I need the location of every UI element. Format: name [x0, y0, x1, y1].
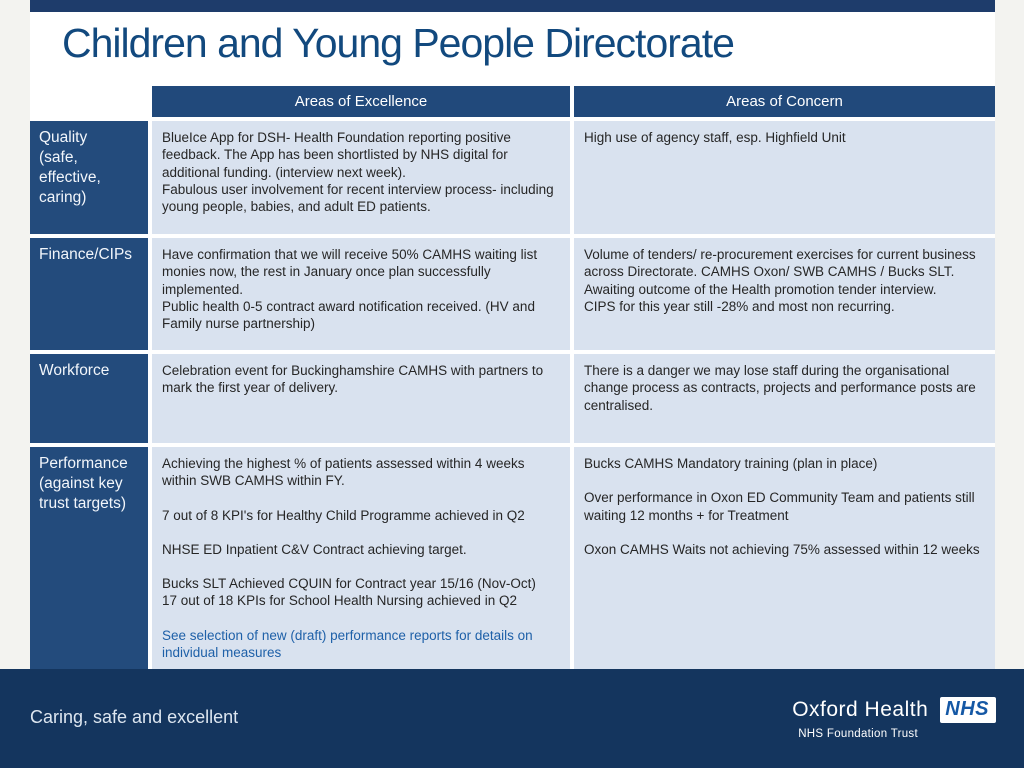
cell-paragraph: Have confirmation that we will receive 50% CAMHS waiting list monies now, the rest in January once plan successfully implemented. — [162, 247, 538, 297]
summary-table — [30, 86, 995, 679]
page-title: Children and Young People Directorate — [62, 20, 734, 66]
footer-brand — [792, 697, 996, 740]
cell-finance-excellence — [152, 238, 570, 350]
row-label-line: Workforce — [39, 362, 110, 379]
cell-paragraph: 7 out of 8 KPI's for Healthy Child Programme achieved in Q2 — [162, 507, 525, 523]
row-label-line: Quality — [39, 129, 88, 146]
brand-row — [792, 697, 996, 723]
cell-workforce-concern — [574, 354, 995, 443]
cell-paragraph: Oxon CAMHS Waits not achieving 75% assessed within 12 weeks — [584, 541, 980, 557]
cell-workforce-excellence — [152, 354, 570, 443]
cell-paragraph: High use of agency staff, esp. Highfield Unit — [584, 130, 846, 145]
cell-paragraph: Public health 0-5 contract award notification received. (HV and Family nurse partnership) — [162, 298, 535, 332]
header-spacer — [30, 86, 148, 117]
cell-paragraph: Fabulous user involvement for recent interview process- including young people, babies, and adult ED patients. — [162, 181, 554, 215]
cell-paragraph: There is a danger we may lose staff during the organisational change process as contracts, projects and performance posts are centralised. — [584, 363, 976, 413]
org-subtitle: NHS Foundation Trust — [798, 728, 918, 740]
row-label-line: (against key — [39, 475, 123, 493]
column-header-concern: Areas of Concern — [574, 86, 995, 117]
cell-paragraph: 17 out of 18 KPIs for School Health Nursing achieved in Q2 — [162, 593, 517, 609]
row-label-workforce — [30, 354, 148, 443]
cell-paragraph: Awaiting outcome of the Health promotion tender interview. — [584, 281, 937, 297]
row-label-performance — [30, 447, 148, 679]
footer-tagline: Caring, safe and excellent — [30, 707, 239, 727]
cell-paragraph: Bucks CAMHS Mandatory training (plan in place) — [584, 456, 878, 471]
row-label-line: effective, — [39, 169, 101, 187]
cell-paragraph: CIPS for this year still -28% and most non recurring. — [584, 298, 895, 314]
cell-paragraph: Over performance in Oxon ED Community Team and patients still waiting 12 months + for Treatment — [584, 490, 975, 523]
row-label-line: Performance — [39, 455, 128, 472]
row-label-quality — [30, 121, 148, 234]
cell-performance-concern — [574, 447, 995, 679]
cell-finance-concern — [574, 238, 995, 350]
cell-paragraph: Achieving the highest % of patients assessed within 4 weeks within SWB CAMHS within FY. — [162, 456, 525, 489]
cell-performance-excellence — [152, 447, 570, 679]
column-header-excellence: Areas of Excellence — [152, 86, 570, 117]
row-label-line: caring) — [39, 189, 87, 207]
cell-paragraph: BlueIce App for DSH- Health Foundation reporting positive feedback. The App has been shortlisted by NHS digital for additional funding. (interview next week). — [162, 130, 511, 180]
top-accent-bar — [30, 0, 995, 12]
cell-quality-excellence — [152, 121, 570, 234]
cell-paragraph: Volume of tenders/ re-procurement exercises for current business across Directorate. CAMHS Oxon/ SWB CAMHS / Bucks SLT. — [584, 247, 976, 280]
org-name: Oxford Health — [792, 698, 929, 721]
row-label-line: (safe, — [39, 149, 78, 167]
cell-paragraph: Celebration event for Buckinghamshire CAMHS with partners to mark the first year of delivery. — [162, 363, 544, 396]
cell-paragraph: NHSE ED Inpatient C&V Contract achieving target. — [162, 541, 467, 557]
cell-paragraph: Bucks SLT Achieved CQUIN for Contract year 15/16 (Nov-Oct) — [162, 576, 536, 592]
row-label-finance — [30, 238, 148, 350]
row-label-line: trust targets) — [39, 495, 126, 513]
performance-reports-link[interactable]: See selection of new (draft) performance reports for details on individual measures — [162, 627, 533, 660]
row-label-line: Finance/CIPs — [39, 246, 133, 263]
cell-quality-concern — [574, 121, 995, 234]
nhs-logo: NHS — [940, 697, 996, 723]
